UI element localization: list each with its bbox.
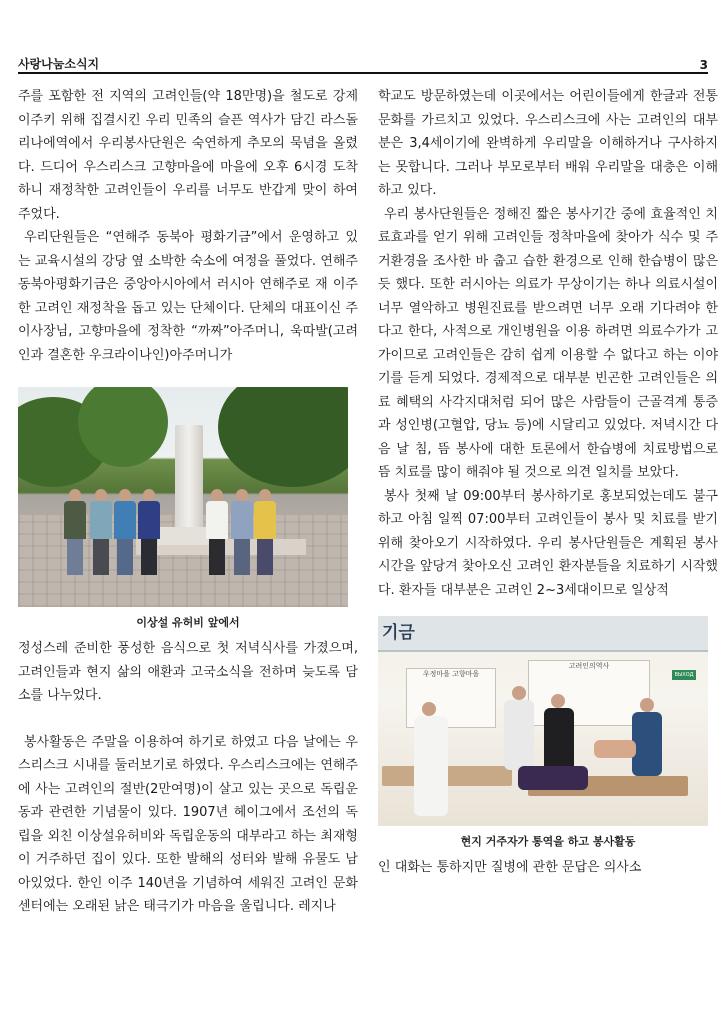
article-paragraph: 봉사 첫째 날 09:00부터 봉사하기로 홍보되었는데도 불구하고 아침 일찍 07:00부터 고려인들이 봉사 및 치료를 받기 위해 찾아오기 시작하였다. 우리 봉사단원들은 계획된 봉사시간을 앞당겨 찾아오신 고려인 환자분들을 치료하기 시작했다. 환자들 대부분은 고려인 2~3세대이므로 일상적 — [378, 488, 718, 598]
left-column — [18, 85, 358, 919]
article-paragraph: 봉사활동은 주말을 이용하여 하기로 하였고 다음 날에는 우스리스크 시내를 둘러보기로 하였다. 우스리스크에는 연해주에 사는 고려인의 절반(2만여명)이 살고 있는 곳으로 독립운동과 관련한 기념물이 있다. 1907년 헤이그에서 조선의 독립을 외친 이상설유허비와 독립운동의 대부라고 하는 최재형이 거주하던 집이 있다. 또한 발해의 성터와 발해 유물도 남아있었다. 한인 이주 140년을 기념하여 세워진 고려인 문화센터에는 오래된 낡은 태극기가 마음을 울립니다. 레지나 — [18, 734, 358, 914]
header-divider — [18, 72, 708, 74]
right-column — [378, 85, 718, 880]
article-paragraph: 정성스레 준비한 풍성한 음식으로 첫 저녁식사를 가졌으며, 고려인들과 현지 삶의 애환과 고국소식을 전하며 늦도록 담소를 나누었다. — [18, 641, 358, 703]
poster-title: 우정마을 고향마을 — [422, 670, 480, 678]
photo-caption: 이상설 유허비 앞에서 — [136, 616, 240, 629]
poster-title: 고려인의역사 — [568, 662, 610, 670]
article-paragraph: 인 대화는 통하지만 질병에 관한 문답은 의사소 — [378, 860, 642, 875]
article-paragraph: 학교도 방문하였는데 이곳에서는 어린이들에게 한글과 전통문화를 가르치고 있었다. 우스리스크에 사는 고려인의 대부분은 3,4세이기에 완벽하게 우리말을 이해하거나 구사하지는 못합니다. 그러나 부모로부터 배워 우리말을 대충은 이해하고 있다. — [378, 89, 718, 198]
article-paragraph: 우리단원들은 “연해주 동북아 평화기금”에서 운영하고 있는 교육시설의 강당 옆 소박한 숙소에 여정을 풀었다. 연해주동북아평화기금은 중앙아시아에서 러시아 연해주로 재 이주한 고려인 재정착을 돕고 있는 단체이다. 단체의 대표이신 주이사장님, 고향마을에 정착한 “까짜”아주머니, 욱따발(고려인과 결혼한 우크라이나인)아주머니가 — [18, 230, 358, 363]
treatment-activity-photo — [378, 616, 708, 826]
memorial-group-photo — [18, 387, 348, 607]
newsletter-title: 사랑나눔소식지 — [18, 57, 100, 71]
photo-caption: 현지 거주자가 통역을 하고 봉사활동 — [460, 835, 636, 848]
article-paragraph: 우리 봉사단원들은 정해진 짧은 봉사기간 중에 효율적인 치료효과를 얻기 위해 고려인들 정착마을에 찾아가 식수 및 주거환경을 조사한 바 춥고 습한 환경으로 인해 한습병이 많은 듯 했다. 또한 러시아는 의료가 무상이기는 하나 의료시설이 너무 열악하고 병원진료를 받으려면 너무 오래 기다려야 한다고 한다, 사적으로 개인병원을 이용 하려면 의료수가가 고가이므로 고려인들은 감히 쉽게 이용할 수 없다고 하는 이야기를 듣게 되었다. 경제적으로 대부분 빈곤한 고려인들은 의료 혜택의 사각지대처럼 되어 많은 사람들이 근골격계 통증과 성인병(고혈압, 당뇨 등)에 시달리고 있었다. 저녁시간 다음 날 침, 뜸 봉사에 대한 토론에서 한습병에 치료방법으로 뜸 치료를 많이 해줘야 될 것으로 의견 일치를 보았다. — [378, 206, 718, 480]
page-header — [18, 42, 708, 72]
article-paragraph: 주를 포함한 전 지역의 고려인들(약 18만명)을 철도로 강제 이주키 위해 집결시킨 우리 민족의 슬픈 역사가 담긴 라스돌리나에역에서 우리봉사단원은 숙연하게 추모의 묵념을 올렸다. 드디어 우스리스크 고향마을에 마을에 오후 6시경 도착하니 재정착한 고려인들이 우리를 너무도 반갑게 맞이 하여주었다. — [18, 89, 358, 222]
exit-sign: ВЫХОД — [672, 670, 696, 680]
photo-banner — [378, 616, 708, 652]
banner-text: 기금 — [382, 623, 415, 643]
page-number: 3 — [699, 58, 708, 72]
